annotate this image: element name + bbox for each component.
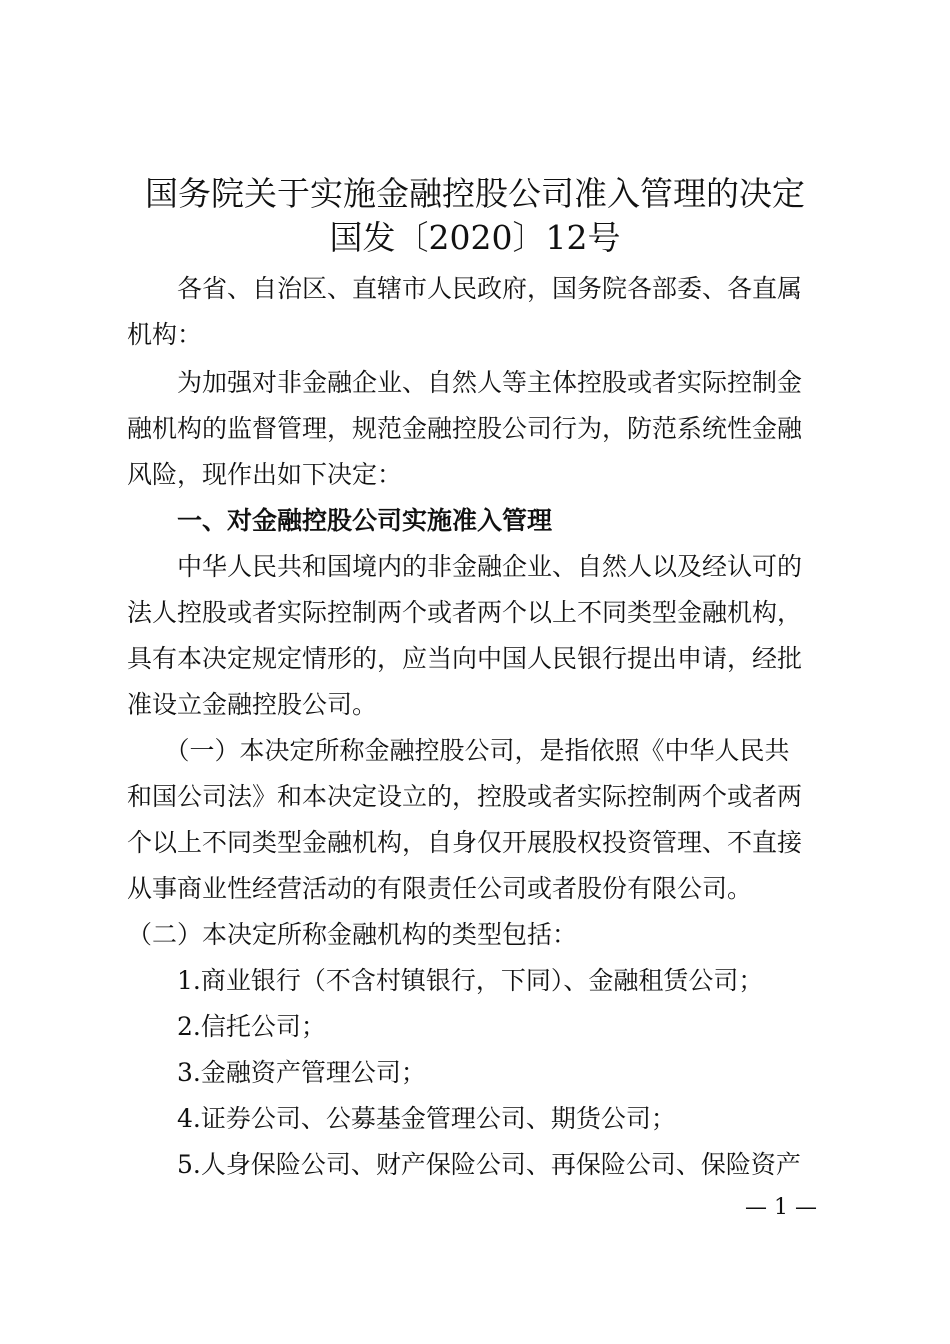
body-line: 法人控股或者实际控制两个或者两个以上不同类型金融机构， (127, 598, 803, 627)
list-item: 2.信托公司； (127, 1012, 326, 1041)
list-item: 3.金融资产管理公司； (127, 1058, 426, 1087)
list-item: 5.人身保险公司、财产保险公司、再保险公司、保险资产 (127, 1150, 801, 1179)
document-number: 国发〔2020〕12号 (329, 218, 621, 257)
body-line: 和国公司法》和本决定设立的，控股或者实际控制两个或者两 (127, 782, 803, 811)
body-line: 准设立金融控股公司。 (127, 690, 378, 719)
body-line: （二）本决定所称金融机构的类型包括： (127, 920, 578, 949)
body-line: 具有本决定规定情形的，应当向中国人民银行提出申请，经批 (127, 644, 803, 673)
body-line: 各省、自治区、直辖市人民政府，国务院各部委、各直属 (127, 274, 803, 303)
body-line: 中华人民共和国境内的非金融企业、自然人以及经认可的 (127, 552, 803, 581)
list-item: 1.商业银行（不含村镇银行，下同）、金融租赁公司； (127, 966, 764, 995)
page-number: — 1 — (745, 1195, 817, 1220)
body-line: 个以上不同类型金融机构，自身仅开展股权投资管理、不直接 (127, 828, 803, 857)
body-line: 为加强对非金融企业、自然人等主体控股或者实际控制金 (127, 368, 803, 397)
section-heading: 一、对金融控股公司实施准入管理 (127, 506, 553, 535)
body-line: 融机构的监督管理，规范金融控股公司行为，防范系统性金融 (127, 414, 803, 443)
body-line: 机构： (127, 320, 203, 349)
body-line: 风险，现作出如下决定： (127, 460, 403, 489)
body-line: （一）本决定所称金融控股公司，是指依照《中华人民共 (127, 736, 790, 765)
document-title: 国务院关于实施金融控股公司准入管理的决定 (145, 174, 805, 213)
list-item: 4.证券公司、公募基金管理公司、期货公司； (127, 1104, 676, 1133)
body-line: 从事商业性经营活动的有限责任公司或者股份有限公司。 (127, 874, 753, 903)
